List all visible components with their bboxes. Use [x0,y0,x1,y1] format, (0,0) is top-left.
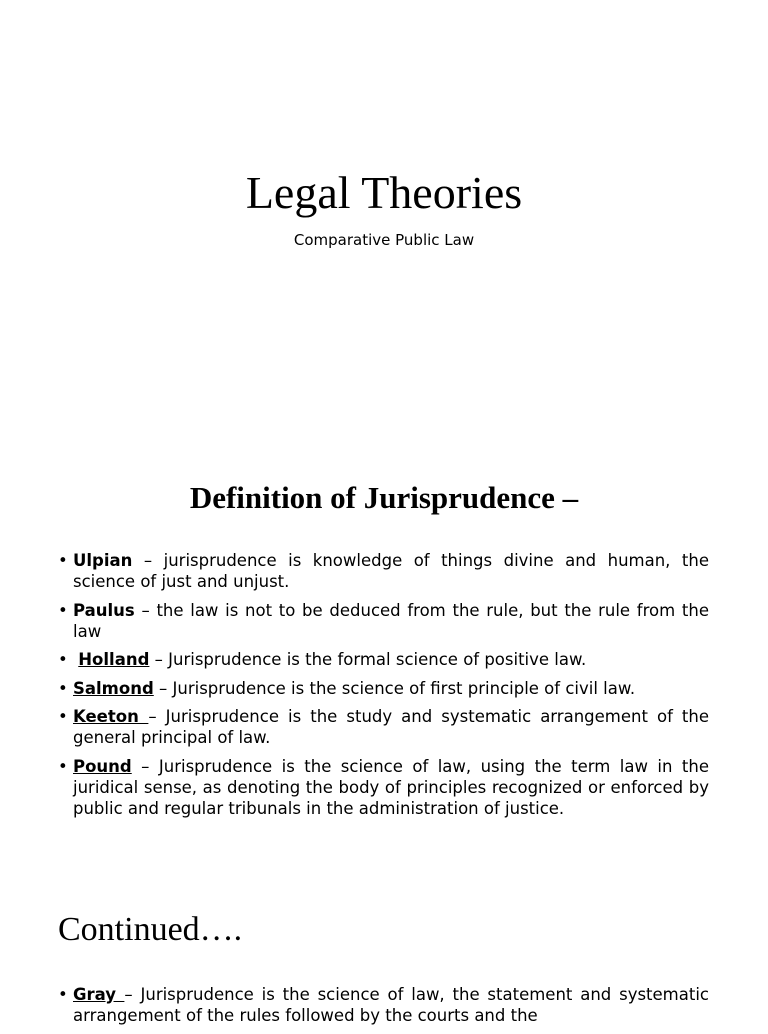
slide-heading: Continued…. [58,911,243,948]
list-item [58,678,709,699]
slide-heading: Definition of Jurisprudence – [189,480,579,515]
definition-text: – Jurisprudence is the science of law, using the term law in the juridical sense, as denoting the body of principles recognized or enforced by public and regular tribunals in the administration of justice. [73,756,709,818]
page-title: Legal Theories [245,167,523,218]
continued-slide [0,860,768,1024]
jurist-name: Ulpian [73,551,133,570]
list-item [58,600,709,642]
definition-text: – Jurisprudence is the science of first principle of civil law. [153,678,636,698]
list-item [58,550,709,592]
list-item [58,706,709,748]
list-item [58,984,709,1026]
definition-text: – jurisprudence is knowledge of things divine and human, the science of just and unjust. [73,551,709,591]
definition-list [58,984,709,1034]
list-item [58,756,709,819]
jurist-name: Pound [73,756,132,776]
list-item [58,649,709,670]
definition-text: – the law is not to be deduced from the rule, but the rule from the law [73,600,709,641]
definition-text: – Jurisprudence is the science of law, the statement and systematic arrangement of the rules followed by the courts and the [73,985,709,1025]
jurist-name: Keeton [73,707,149,726]
jurist-name: Paulus [73,600,135,620]
jurist-name: Salmond [73,678,154,698]
jurist-name: Gray [73,985,125,1004]
definition-list [58,550,709,826]
definition-text: – Jurisprudence is the study and systematic arrangement of the general principal of law. [73,707,709,747]
title-slide [0,0,768,420]
subtitle: Comparative Public Law [293,231,475,249]
definition-text: – Jurisprudence is the formal science of positive law. [149,650,587,669]
jurist-name: Holland [78,650,150,669]
definitions-slide [0,420,768,860]
